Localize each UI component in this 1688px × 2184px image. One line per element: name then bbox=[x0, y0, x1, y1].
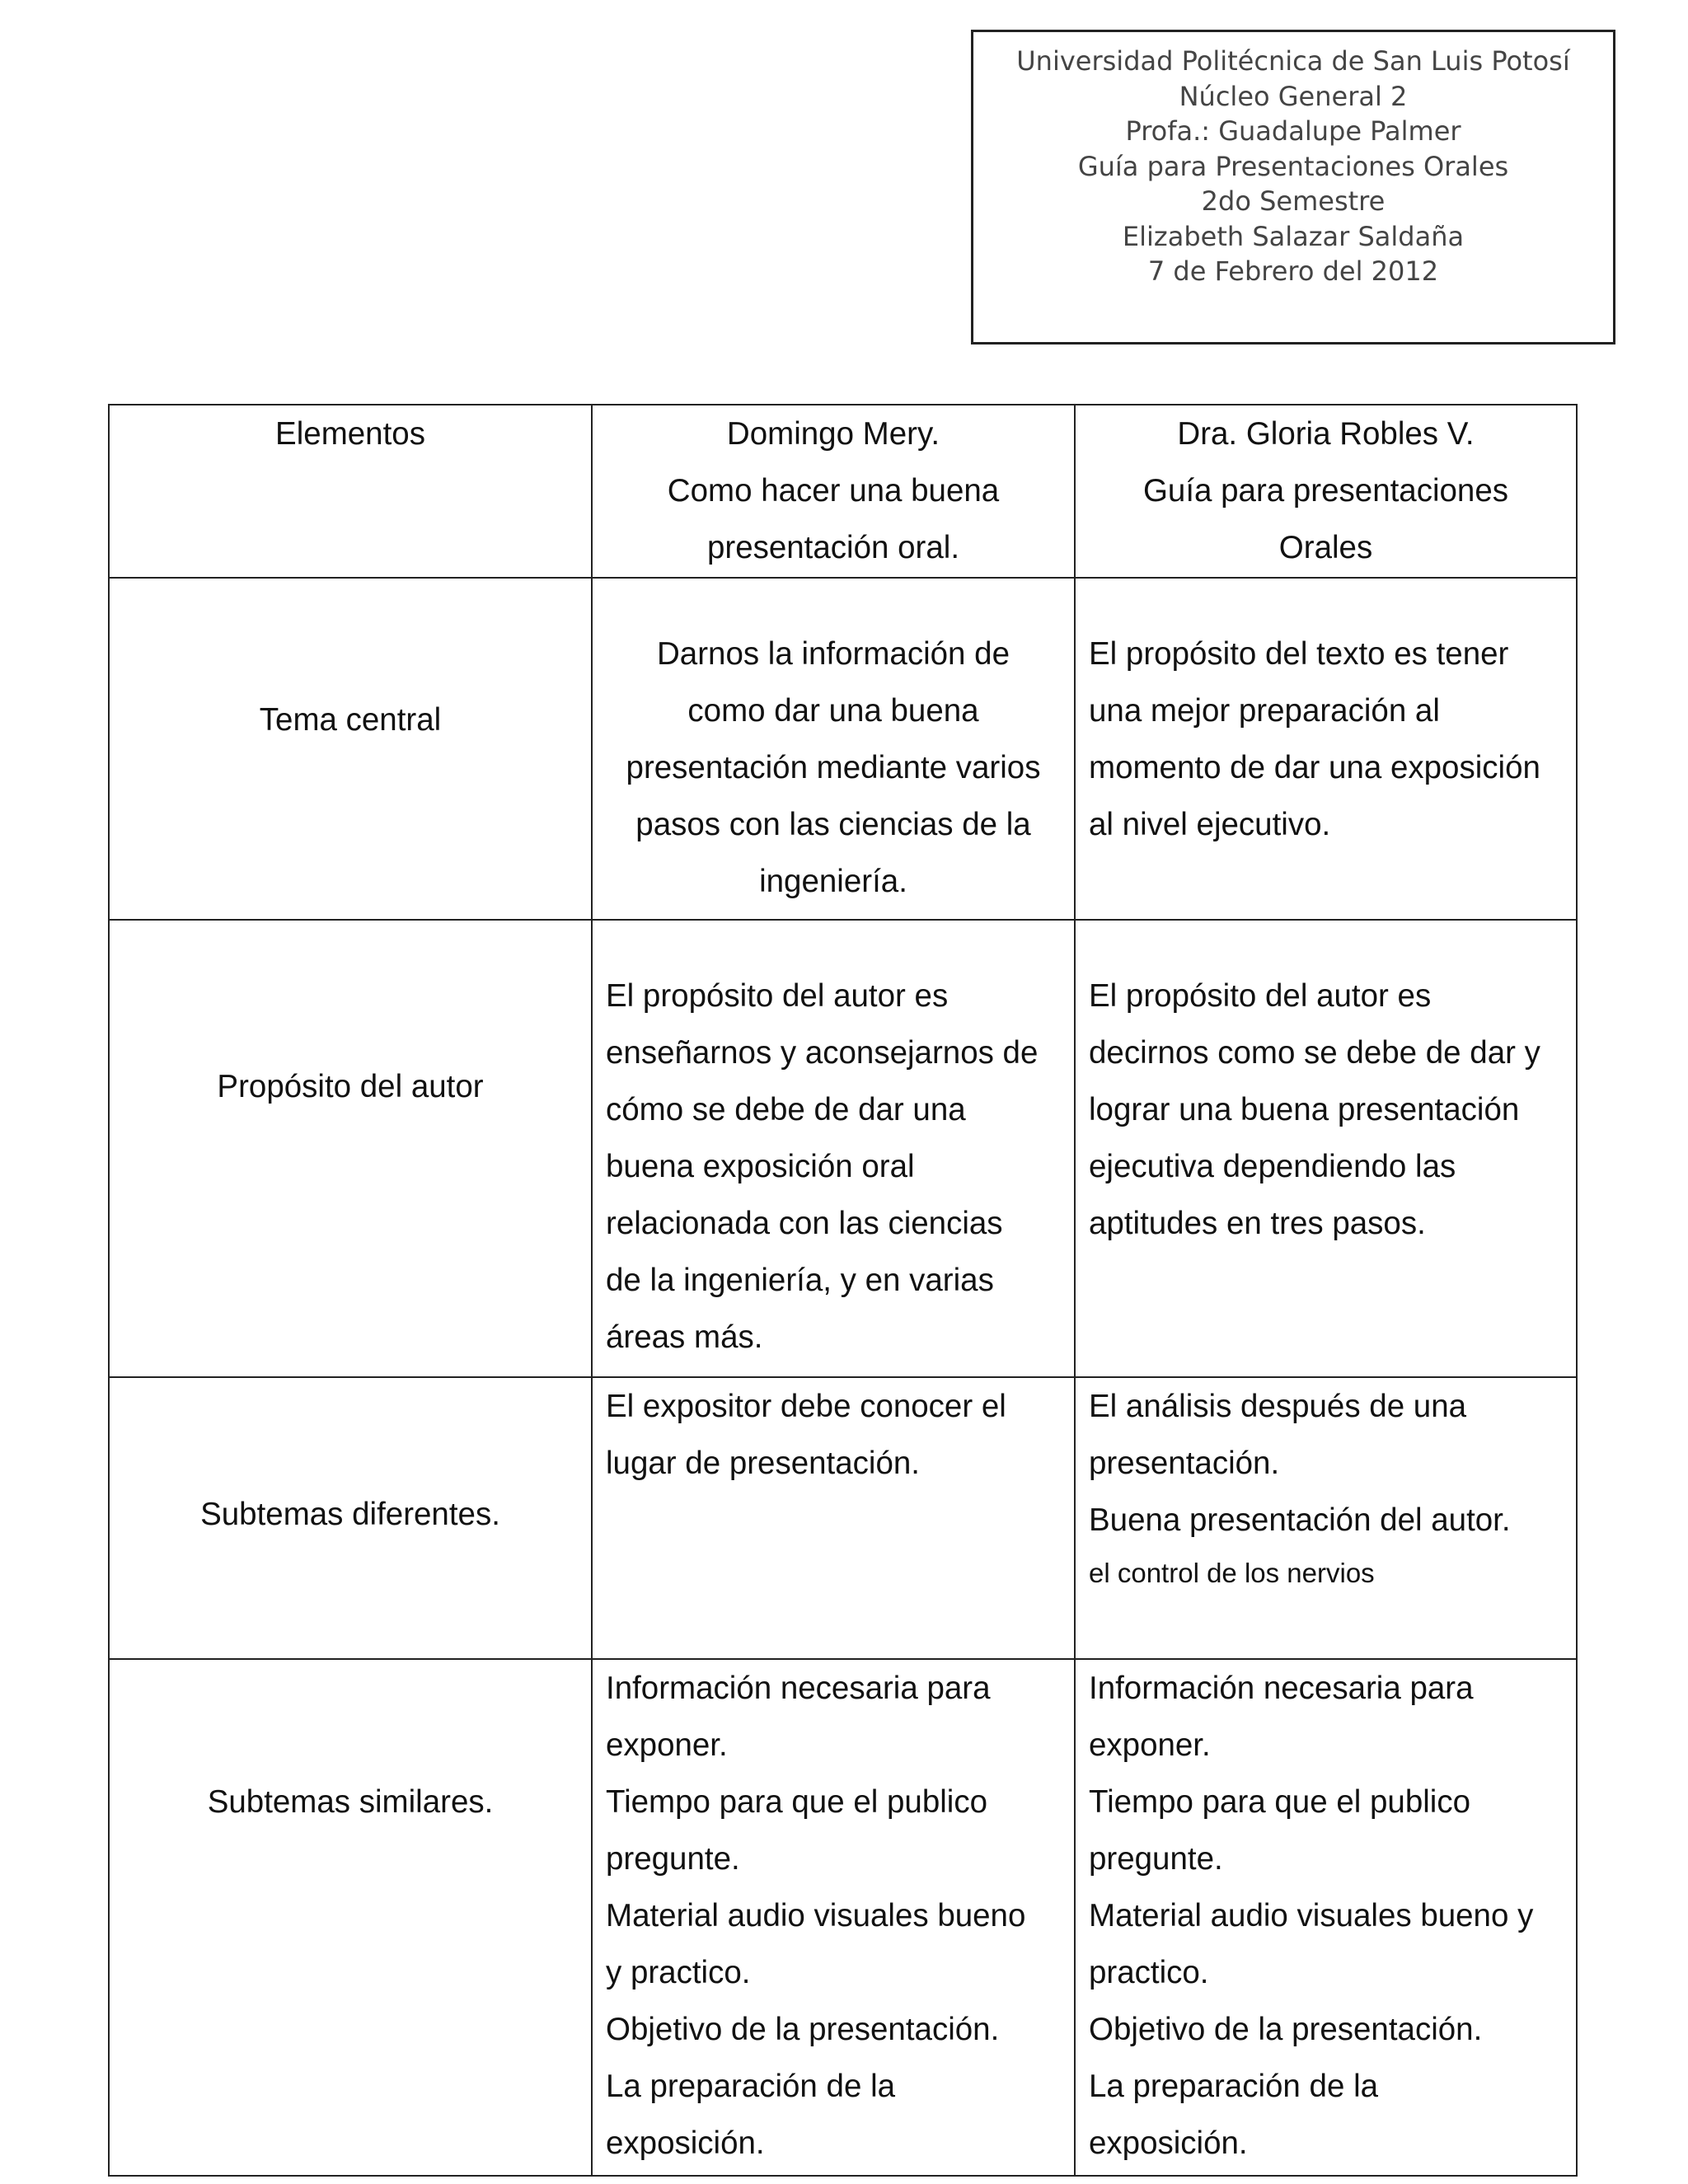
header-semester: 2do Semestre bbox=[1201, 185, 1386, 217]
header-professor: Profa.: Guadalupe Palmer bbox=[1125, 115, 1461, 147]
header-cell-author1: Domingo Mery. Como hacer una buena presentación oral. bbox=[592, 405, 1075, 578]
header-university: Universidad Politécnica de San Luis Potosí bbox=[1016, 45, 1570, 77]
document-header-box bbox=[971, 30, 1615, 344]
table-row-proposito bbox=[109, 920, 1577, 1377]
cell-tema-author2: El propósito del texto es tener una mejor preparación al momento de dar una exposición al nivel ejecutivo. bbox=[1075, 578, 1577, 920]
header-cell-author2: Dra. Gloria Robles V. Guía para presentaciones Orales bbox=[1075, 405, 1577, 578]
header-date: 7 de Febrero del 2012 bbox=[1147, 255, 1439, 287]
cell-proposito-author1: El propósito del autor es enseñarnos y aconsejarnos de cómo se debe de dar una buena exposición oral relacionada con las ciencias de la ingeniería, y en varias áreas más. bbox=[592, 920, 1075, 1377]
cell-diferentes-author1: El expositor debe conocer el lugar de presentación. bbox=[592, 1377, 1075, 1659]
row-label-tema-central: Tema central bbox=[109, 578, 592, 920]
comparison-table bbox=[108, 404, 1578, 2177]
cell-tema-author1: Darnos la información de como dar una buena presentación mediante varios pasos con las ciencias de la ingeniería. bbox=[592, 578, 1075, 920]
cell-similares-author1: Información necesaria para exponer. Tiempo para que el publico pregunte. Material audio visuales bueno y practico. Objetivo de la presentación. La preparación de la exposición. bbox=[592, 1659, 1075, 2176]
table-row-subtemas-diferentes bbox=[109, 1377, 1577, 1659]
table-row-subtemas-similares bbox=[109, 1659, 1577, 2176]
header-cell-elements: Elementos bbox=[109, 405, 592, 578]
table-row-tema-central bbox=[109, 578, 1577, 920]
table-header-row bbox=[109, 405, 1577, 578]
header-student: Elizabeth Salazar Saldaña bbox=[1122, 220, 1465, 252]
cell-proposito-author2: El propósito del autor es decirnos como se debe de dar y lograr una buena presentación ejecutiva dependiendo las aptitudes en tres pasos. bbox=[1075, 920, 1577, 1377]
row-label-subtemas-similares: Subtemas similares. bbox=[109, 1659, 592, 2176]
row-label-subtemas-diferentes: Subtemas diferentes. bbox=[109, 1377, 592, 1659]
header-title: Guía para Presentaciones Orales bbox=[1077, 150, 1509, 182]
cell-similares-author2: Información necesaria para exponer. Tiempo para que el publico pregunte. Material audio visuales bueno y practico. Objetivo de la presentación. La preparación de la exposición. bbox=[1075, 1659, 1577, 2176]
cell-diferentes-author2: El análisis después de una presentación. Buena presentación del autor. el control de los nervios bbox=[1075, 1377, 1577, 1659]
row-label-proposito: Propósito del autor bbox=[109, 920, 592, 1377]
header-course: Núcleo General 2 bbox=[1179, 80, 1408, 112]
